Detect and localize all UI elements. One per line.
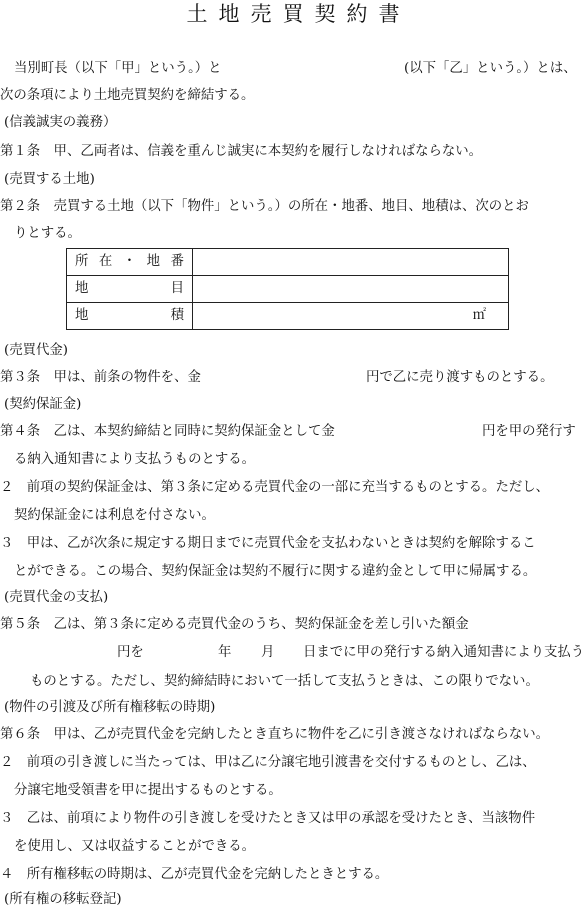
- label-char: 所: [75, 254, 89, 270]
- article-5-month: 月: [261, 645, 275, 660]
- article-4-line-2: る納入通知書により支払うものとする。: [14, 452, 256, 467]
- land-table-row-location: [67, 249, 509, 276]
- land-table-value-area[interactable]: [193, 303, 509, 330]
- label-char: 積: [170, 308, 184, 324]
- area-unit: ㎡: [472, 308, 486, 323]
- preamble-line2: 次の条項により土地売買契約を締結する。: [0, 88, 255, 103]
- article-3-line-1-left: 第３条 甲は、前条の物件を、金: [0, 370, 201, 385]
- land-table-row-category: [67, 276, 509, 303]
- section-heading-3: (売買代金): [4, 343, 69, 358]
- land-table-label-location: [67, 249, 193, 276]
- section-heading-7: (所有権の移転登記): [4, 892, 122, 907]
- preamble-line1-left: 当別町長（以下「甲」という。）と: [14, 61, 222, 76]
- article-4-line-1-right: 円を甲の発行す: [482, 424, 576, 439]
- land-table-row-area: [67, 303, 509, 330]
- article-5-year: 年: [218, 645, 232, 660]
- section-heading-5: (売買代金の支払): [4, 590, 109, 605]
- article-5-yen: 円を: [117, 645, 144, 660]
- article-6-line-1: 第６条 甲は、乙が売買代金を完納したとき直ちに物件を乙に引き渡さなければならない。: [0, 727, 550, 742]
- label-char: 地: [75, 281, 89, 297]
- article-5-line-3: ものとする。ただし、契約締結時において一括して支払うときは、この限りでない。: [30, 674, 539, 689]
- section-heading-4: (契約保証金): [4, 397, 82, 412]
- label-char: 目: [170, 281, 184, 297]
- section-heading-1: (信義誠実の義務）: [4, 115, 117, 130]
- label-char: 地: [146, 254, 161, 270]
- article-4-line-1-left: 第４条 乙は、本契約締結と同時に契約保証金として金: [0, 424, 335, 439]
- article-4-para-3-line-1: ３ 甲は、乙が次条に規定する期日までに売買代金を支払わないときは契約を解除するこ: [0, 536, 536, 551]
- article-4-para-2-line-1: ２ 前項の契約保証金は、第３条に定める売買代金の一部に充当するものとする。ただし、: [0, 480, 550, 495]
- article-3-line-1-right: 円で乙に売り渡すものとする。: [366, 370, 554, 385]
- article-4-para-3-line-2: とができる。この場合、契約保証金は契約不履行に関する違約金として甲に帰属する。: [14, 564, 537, 579]
- land-table-label-area: [67, 303, 193, 330]
- article-6-para-2-line-2: 分譲宅地受領書を甲に提出するものとする。: [14, 783, 282, 798]
- land-table-value-category[interactable]: [193, 276, 509, 303]
- section-heading-6: (物件の引渡及び所有権移転の時期): [4, 700, 216, 715]
- label-char: ・: [122, 254, 137, 270]
- article-6-para-3-line-1: ３ 乙は、前項により物件の引き渡しを受けたとき又は甲の承認を受けたとき、当該物件: [0, 811, 536, 826]
- land-table-value-location[interactable]: [193, 249, 509, 276]
- land-table: [66, 248, 509, 330]
- article-1-line-1: 第１条 甲、乙両者は、信義を重んじ誠実に本契約を履行しなければならない。: [0, 144, 483, 159]
- land-table-label-category: [67, 276, 193, 303]
- preamble-line1-right: (以下「乙」という。）とは、: [404, 61, 577, 76]
- label-char: 番: [170, 254, 184, 270]
- article-6-para-3-line-2: を使用し、又は収益することができる。: [14, 839, 256, 854]
- article-5-line-1: 第５条 乙は、第３条に定める売買代金のうち、契約保証金を差し引いた額金: [0, 617, 469, 632]
- article-2-line-2: りとする。: [14, 226, 81, 241]
- article-2-line-1: 第２条 売買する土地（以下「物件」という。）の所在・地番、地目、地積は、次のとお: [0, 199, 529, 214]
- article-6-para-2-line-1: ２ 前項の引き渡しに当たっては、甲は乙に分譲宅地引渡書を交付するものとし、乙は、: [0, 755, 536, 770]
- section-heading-2: (売買する土地): [4, 172, 95, 187]
- document-title: 土地売買契約書: [186, 2, 411, 26]
- label-char: 地: [75, 308, 89, 324]
- article-5-day-rest: 日までに甲の発行する納入通知書により支払う: [303, 645, 585, 660]
- article-6-para-4-line-1: ４ 所有権移転の時期は、乙が売買代金を完納したときとする。: [0, 867, 389, 882]
- label-char: 在: [98, 254, 113, 270]
- article-4-para-2-line-2: 契約保証金には利息を付さない。: [14, 508, 215, 523]
